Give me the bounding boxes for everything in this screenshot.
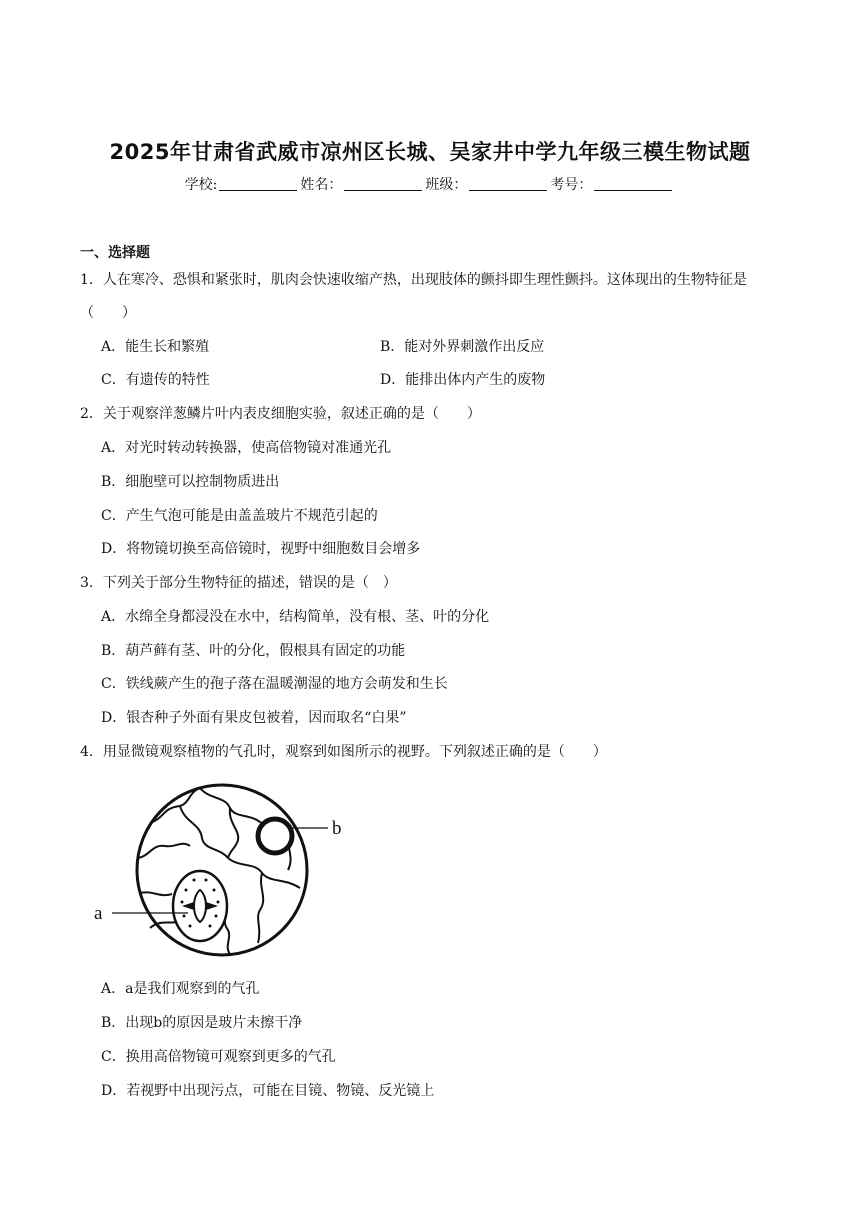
- exam-title: 2025年甘肃省武威市凉州区长城、吴家井中学九年级三模生物试题: [109, 140, 751, 164]
- question-2-option-b: B．细胞壁可以控制物质进出: [101, 474, 280, 490]
- student-info-line: [0, 174, 860, 194]
- figure-label-a: a: [94, 903, 103, 924]
- field-of-view-circle: [137, 785, 307, 955]
- air-bubble: [258, 819, 292, 853]
- name-blank: [344, 176, 422, 191]
- question-1-option-c: C．有遗传的特性: [101, 372, 210, 388]
- school-label: 学校:: [184, 177, 218, 193]
- figure-label-b: b: [332, 818, 342, 839]
- question-4-option-b: B．出现b的原因是玻片未擦干净: [101, 1015, 303, 1031]
- section-heading: 一、选择题: [80, 245, 150, 261]
- school-blank: [219, 176, 297, 191]
- question-3-option-a: A．水绵全身都浸没在水中，结构简单，没有根、茎、叶的分化: [101, 609, 490, 625]
- question-1-option-d: D．能排出体内产生的废物: [380, 372, 546, 388]
- question-2-option-a: A．对光时转动转换器，使高倍物镜对准通光孔: [101, 440, 392, 456]
- class-blank: [469, 176, 547, 191]
- question-4-option-d: D．若视野中出现污点，可能在目镜、物镜、反光镜上: [101, 1083, 435, 1099]
- name-label: 姓名：: [300, 177, 343, 193]
- number-blank: [594, 176, 672, 191]
- number-label: 考号：: [550, 177, 593, 193]
- question-2-stem: 2．关于观察洋葱鳞片叶内表皮细胞实验，叙述正确的是（ ）: [80, 406, 481, 422]
- question-2-option-c: C．产生气泡可能是由盖盖玻片不规范引起的: [101, 508, 378, 524]
- stoma-guard-cells: [173, 871, 227, 941]
- question-4-option-a: A．a是我们观察到的气孔: [101, 981, 260, 997]
- question-4-option-c: C．换用高倍物镜可观察到更多的气孔: [101, 1049, 336, 1065]
- question-2-option-d: D．将物镜切换至高倍镜时，视野中细胞数目会增多: [101, 541, 421, 557]
- question-4-stem: 4．用显微镜观察植物的气孔时，观察到如图所示的视野。下列叙述正确的是（ ）: [80, 744, 607, 760]
- question-1-option-a: A．能生长和繁殖: [101, 339, 210, 355]
- question-3-option-b: B．葫芦藓有茎、叶的分化，假根具有固定的功能: [101, 643, 406, 659]
- microscope-field-figure: [90, 778, 360, 963]
- question-3-stem: 3．下列关于部分生物特征的描述，错误的是（ ）: [80, 575, 397, 591]
- question-3-option-c: C．铁线蕨产生的孢子落在温暖潮湿的地方会萌发和生长: [101, 676, 448, 692]
- question-3-option-d: D．银杏种子外面有果皮包被着，因而取名“白果”: [101, 710, 407, 726]
- question-1-option-b: B．能对外界刺激作出反应: [380, 339, 545, 355]
- question-1-stem: 1．人在寒冷、恐惧和紧张时，肌肉会快速收缩产热，出现肢体的颤抖即生理性颤抖。这体现出的生物特征是（ ）: [80, 272, 747, 321]
- class-label: 班级：: [425, 177, 468, 193]
